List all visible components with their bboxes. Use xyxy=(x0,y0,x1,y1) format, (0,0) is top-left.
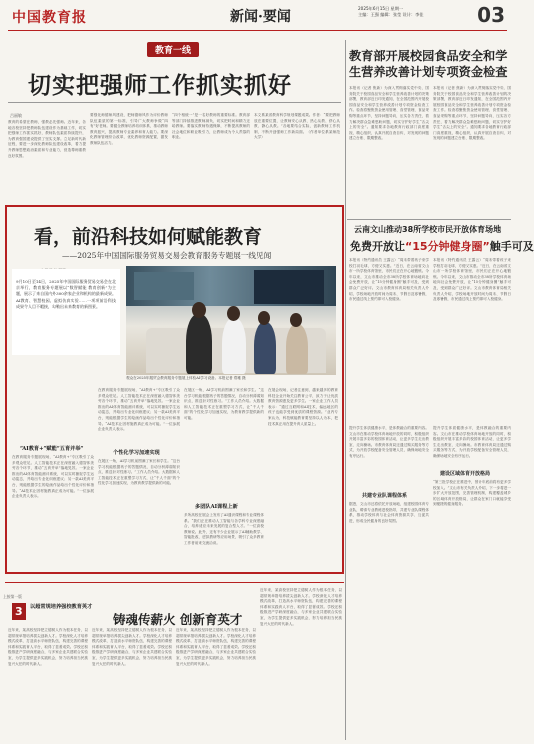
feature-section-title: 个性化学习加速实现 xyxy=(113,450,160,456)
page-number: 03 xyxy=(477,3,505,27)
photo-person-head xyxy=(227,306,240,321)
column-tag: 教育一线 xyxy=(147,42,199,57)
feature-column: 在展会现场，记者注意到，越来越多的教育科技企业开始关注教育公平，致力于让优质教育资源惠及更多学生。一家企业工作人员表示：“通过互联网和AI技术，偏远地区的孩子也能享受到优质的课程资源。”业内专家认为，科技赋能教育要坚持以人为本，把技术真正用在提升育人质量上。 xyxy=(268,388,338,426)
bottom-column: 近年来，某高校坚持把立德树人作为根本任务，以超常规举措培养拔尖创新人才。学校深化人才培养模式改革，打造高水平师资队伍，构建完善的课程体系和实践育人平台，取得了显著成效。学校还积极推进产学研深度融合，与多家企业共建联合实验室，为学生提供更多实践机会，努力培养担当民族复兴大任的时代新人。 xyxy=(176,628,256,666)
bottom-column: 近年来，某高校坚持把立德树人作为根本任务，以超常规举措培养拔尖创新人才。学校深化人才培养模式改革，打造高水平师资队伍，构建完善的课程体系和实践育人平台，取得了显著成效。学校还积极推进产学研深度融合，与多家企业共建联合实验室，为学生提供更多实践机会，努力培养担当民族复兴大任的时代新人。 xyxy=(8,628,88,666)
headline-part: 免费开放让 xyxy=(350,240,405,253)
headline-highlight: “15分钟健身圈” xyxy=(405,240,490,253)
right-article-column: 提升学生体质健康水平，是体教融合的重要内容。文山市在推动学校体育场地开放的同时，积极组织开展丰富多彩的校园体育活动，让更多学生走出教室、走向操场。市教育体育局还通过购买服务等方式，为开放学校配备安全管理人员，确保场地安全有序运行。 xyxy=(433,426,511,458)
photo-screen xyxy=(134,272,194,300)
right-article-column: 本报讯（记者 焦新）为深入贯彻落实党中央、国务院关于校园食品安全和学生营养改善计划的决策部署，教育部近日印发通知，在全国范围内开展校园食品安全和学生营养改善计划专项资金检查工作。检查将聚焦资金使用管理、食堂管理、食品采购等重点环节，坚持问题导向，压实各方责任，着力解决群众急难愁盼问题，切实守护好学生“舌尖上的安全”。通知要求各地教育行政部门高度重视，精心组织，认真开展自查自纠，对发现的问题建立台账、限期整改。 xyxy=(433,86,511,141)
article-column: 本文系某省教育科学规划课题成果。作者：“要把教师放在重要位置，让教师安心从教、热心从教、舒心从教、静心从教。”各地要结合实际，创新教师工作机制，不断开创强师工作新局面。（作者单位系某师范大学） xyxy=(254,113,340,140)
article-column: 要强化师德师风建设，把师德师风作为评价教师队伍素质的第一标准，引导广大教师争做“四有”好老师。要健全教师培养培训体系，推动教师教育振兴，提高教师专业素养和育人能力。要深化教师管理综合改革，优化教师资源配置，激发教师队伍活力。 xyxy=(90,113,168,145)
right-kicker: 云南文山推动38所学校市民开放体育场地 xyxy=(354,225,502,234)
right-article-column: 据悉，文山市还将依托开放场地，组建校园体育专业队，聘请专业教练进校指导，共建专业队课程体系，推动学校体育与社会体育资源共享、互促共进，形成全民健身的良好氛围。 xyxy=(349,502,429,523)
bottom-headline: 铸魂传薪火 创新育英才 xyxy=(113,612,243,627)
bottom-column: 近年来，某高校坚持把立德树人作为根本任务，以超常规举措培养拔尖创新人才。学校深化人才培养模式改革，打造高水平师资队伍，构建完善的课程体系和实践育人平台，取得了显著成效。学校还积极推进产学研深度融合，与多家企业共建联合实验室，为学生提供更多实践机会，努力培养担当民族复兴大任的时代新人。 xyxy=(260,588,342,626)
right-article-column: 提升学生体质健康水平，是体教融合的重要内容。文山市在推动学校体育场地开放的同时，积极组织开展丰富多彩的校园体育活动，让更多学生走出教室、走向操场。市教育体育局还通过购买服务等方式，为开放学校配备安全管理人员，确保场地安全有序运行。 xyxy=(349,426,429,458)
right-headline: 教育部开展校园食品安全和学生营养改善计划专项资金检查 xyxy=(349,49,508,79)
feature-section-title: 多团队AI课程上新 xyxy=(195,504,238,510)
feature-column: 在展区一角，AI学习机前围满了家长和学生。“这台学习机能根据孩子的答题情况，自动分析薄弱知识点，推送针对性练习。”工作人员介绍。大数据和人工智能技术正在重塑学习方式，让“千人千面”的个性化学习加速实现，为教育教学提供新的可能。 xyxy=(98,459,180,486)
photo-person xyxy=(286,324,308,374)
section-name: 新闻·要闻 xyxy=(230,9,291,25)
bottom-quote: 以超常规培养强校教育英才 xyxy=(30,604,93,610)
expo-photo xyxy=(126,266,336,375)
right-section-title: 建设区域体育开放格局 xyxy=(440,471,491,477)
byline: 吕丽敏 xyxy=(10,113,22,118)
feature-intro: 9月10日至14日，2025年中国国际服务贸易交易会在北京举行，教育服务专题展以“数智赋能 教育创新”为主题，展示了来自国内外300余家企业和机构的最新成果。AI教育、智慧校园、虚拟仿真实验……一项项前沿科技成果令人目不暇接，勾勒出未来教育的新图景。 xyxy=(12,269,120,355)
photo-person xyxy=(186,314,212,374)
feature-column: 在展区一角，AI学习机前围满了家长和学生。“这台学习机能根据孩子的答题情况，自动分析薄弱知识点，推送针对性练习。”工作人员介绍。大数据和人工智能技术正在重塑学习方式，让“千人千面”的个性化学习加速实现，为教育教学提供新的可能。 xyxy=(184,388,264,420)
photo-caption: 观众在2025年服贸会教育服务专题展上体验AI学习设备。本报记者 郑雅 摄 xyxy=(126,376,246,380)
right-article-column: 本报讯（特约通讯员 王露云）“周末带着孩子来学校打羽毛球，方便又实惠。”近日，在云南省文山市一所学校体育馆里，市民们正在开心地锻炼。今年以来，文山市推动全市38所学校体育场地向社会免费开放，让“15分钟健身圈”触手可及，受到群众广泛好评。文山市教育体育局相关负责人介绍，学校场地开放时间为周末、节假日及寒暑假，市民通过线上预约即可入校健身。 xyxy=(349,258,429,302)
bottom-column: 近年来，某高校坚持把立德树人作为根本任务，以超常规举措培养拔尖创新人才。学校深化人才培养模式改革，打造高水平师资队伍，构建完善的课程体系和实践育人平台，取得了显著成效。学校还积极推进产学研深度融合，与多家企业共建联合实验室，为学生提供更多实践机会，努力培养担当民族复兴大任的时代新人。 xyxy=(92,628,172,666)
right-article-column: “第三批学校正在推进中，预计年底前将有更多学校加入。”文山市有关负责人介绍，下一步将进一步扩大开放范围，完善管理机制，构建覆盖城乡的区域体育开放格局，让群众在家门口就能享受到便捷的健身服务。 xyxy=(433,480,511,507)
right-article-column: 本报讯（特约通讯员 王露云）“周末带着孩子来学校打羽毛球，方便又实惠。”近日，在云南省文山市一所学校体育馆里，市民们正在开心地锻炼。今年以来，文山市推动全市38所学校体育场地向社会免费开放，让“15分钟健身圈”触手可及，受到群众广泛好评。文山市教育体育局相关负责人介绍，学校场地开放时间为周末、节假日及寒暑假，市民通过线上预约即可入校健身。 xyxy=(433,258,511,302)
newspaper-brand: 中国教育报 xyxy=(12,10,87,26)
feature-headline: 看，前沿科技如何赋能教育 xyxy=(34,226,263,248)
divider xyxy=(5,582,344,583)
bottom-number-tag: 3 xyxy=(12,603,26,620)
feature-section-title: “AI教育+”赋能“五育并举” xyxy=(20,446,84,452)
feature-subheadline: ——2025年中国国际服务贸易交易会教育服务专题展一线见闻 xyxy=(62,251,272,260)
photo-person xyxy=(222,318,246,374)
divider xyxy=(8,102,341,103)
article-column: 教育的希望在教师，强教必先强师。近年来，各地各校坚持把教师队伍建设作为基础工作，切实把强师工作抓实抓好，教师队伍素质持续提升，为教育强国建设提供了坚实支撑。立足新时代新征程，要进一步深化教师队伍建设改革，着力提升教师思想政治素质和专业能力，营造尊师重教良好氛围。 xyxy=(8,120,86,158)
photo-person-head xyxy=(290,313,302,327)
feature-column: 在教育服务专题展现场，“AI教育+”专区吸引了众多观众驻足。人工智能技术正在深度融入德智体美劳各个环节，推动“五育并举”落地见效。一家企业推出的AI体育智能测评系统，可以实时捕捉学生运动姿态，并给出专业化训练建议；另一款AI美育平台，则能根据学生的绘画作品给出个性化评价和指导。“AI技术让因材施教真正成为可能。”一位参展企业负责人表示。 xyxy=(98,388,180,432)
photo-person-head xyxy=(192,302,206,318)
photo-screen xyxy=(254,270,324,304)
feature-column: 在教育服务专题展现场，“AI教育+”专区吸引了众多观众驻足。人工智能技术正在深度融入德智体美劳各个环节，推动“五育并举”落地见效。一家企业推出的AI体育智能测评系统，可以实时捕捉学生运动姿态，并给出专业化训练建议；另一款AI美育平台，则能根据学生的绘画作品给出个性化评价和指导。“AI技术让因材施教真正成为可能。”一位参展企业负责人表示。 xyxy=(12,455,94,499)
right-headline-2 xyxy=(350,238,534,254)
date-line: 2025年6月15日 星期一 xyxy=(358,6,404,11)
masthead xyxy=(8,2,507,31)
headline-part: 触手可及 xyxy=(489,240,534,253)
photo-person-head xyxy=(258,311,270,325)
photo-person xyxy=(254,322,276,374)
bottom-section-tag: 上接第一版 xyxy=(3,594,22,599)
staff-line: 主编：王强 编辑：张莹 设计：李佳 xyxy=(358,12,424,17)
right-article-column: 本报讯（记者 焦新）为深入贯彻落实党中央、国务院关于校园食品安全和学生营养改善计划的决策部署，教育部近日印发通知，在全国范围内开展校园食品安全和学生营养改善计划专项资金检查工作。检查将聚焦资金使用管理、食堂管理、食品采购等重点环节，坚持问题导向，压实各方责任，着力解决群众急难愁盼问题，切实守护好学生“舌尖上的安全”。通知要求各地教育行政部门高度重视，精心组织，认真开展自查自纠，对发现的问题建立台账、限期整改。 xyxy=(349,86,429,141)
column-rule xyxy=(345,40,346,740)
right-section-title: 共建专业队课程体系 xyxy=(362,493,408,499)
article-column: “四个相统一”是一名好教师的重要标准。教育部等部门持续推进教师减负，切实把时间和精力还给教师。要落实教师待遇保障，不断提高教师的社会地位和职业吸引力，让教师成为令人羡慕的职业。 xyxy=(172,113,250,140)
date-block xyxy=(358,6,423,18)
divider xyxy=(347,219,511,220)
top-headline: 切实把强师工作抓实抓好 xyxy=(28,72,292,99)
feature-column: 多所高校在展会上发布了AI通识课程和专业课程体系。“我们正在推动人工智能与各学科专业深度融合，培养适应未来发展的复合型人才。”一位高校教师说。此外，还有不少企业展示了AI辅助教学、智能批改、虚拟教研等应用场景，吸引了众多教育工作者前来交流洽谈。 xyxy=(184,513,264,545)
